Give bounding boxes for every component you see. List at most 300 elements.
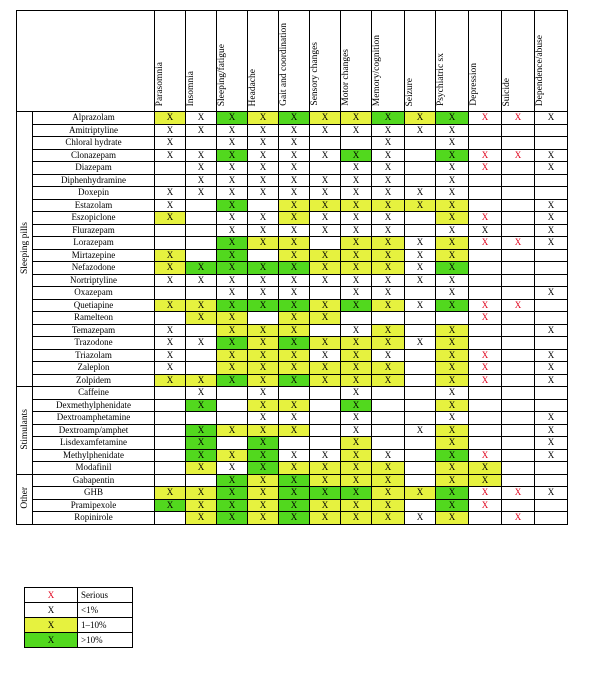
effect-cell: X	[217, 237, 248, 250]
effect-cell: X	[217, 199, 248, 212]
drug-name: Oxazepam	[33, 287, 155, 300]
table-row	[17, 512, 568, 525]
effect-cell: X	[436, 199, 469, 212]
effect-cell: X	[341, 212, 372, 225]
effect-cell: X	[279, 399, 310, 412]
effect-cell: X	[341, 187, 372, 200]
effect-cell	[310, 137, 341, 150]
effect-cell	[372, 399, 405, 412]
effect-cell: X	[217, 287, 248, 300]
drug-name: GHB	[33, 487, 155, 500]
effect-cell	[155, 237, 186, 250]
effect-cell: X	[535, 287, 568, 300]
effect-cell: X	[436, 374, 469, 387]
effect-cell: X	[279, 124, 310, 137]
effect-cell: X	[469, 462, 502, 475]
effect-cell	[469, 262, 502, 275]
effect-cell	[155, 174, 186, 187]
column-header	[279, 11, 310, 112]
effect-cell	[279, 437, 310, 450]
legend-swatch: X	[25, 603, 78, 618]
effect-cell: X	[436, 362, 469, 375]
effect-cell: X	[436, 174, 469, 187]
effect-cell: X	[279, 287, 310, 300]
effect-cell: X	[217, 449, 248, 462]
effect-cell: X	[217, 112, 248, 125]
effect-cell	[502, 374, 535, 387]
effect-cell: X	[155, 212, 186, 225]
table-row	[17, 474, 568, 487]
effect-cell: X	[279, 312, 310, 325]
effect-cell: X	[279, 162, 310, 175]
effect-cell: X	[155, 324, 186, 337]
effect-cell: X	[310, 112, 341, 125]
effect-cell: X	[217, 349, 248, 362]
column-header	[155, 11, 186, 112]
effect-cell: X	[535, 212, 568, 225]
effect-cell	[155, 312, 186, 325]
effect-cell	[405, 374, 436, 387]
effect-cell: X	[341, 237, 372, 250]
effect-cell: X	[469, 474, 502, 487]
effect-cell: X	[248, 287, 279, 300]
effect-cell: X	[341, 299, 372, 312]
effect-cell: X	[186, 124, 217, 137]
effect-cell	[502, 449, 535, 462]
effect-cell: X	[248, 112, 279, 125]
effect-cell: X	[372, 112, 405, 125]
effect-cell	[535, 337, 568, 350]
effect-cell	[405, 449, 436, 462]
effect-cell	[502, 212, 535, 225]
effect-cell: X	[217, 324, 248, 337]
effect-cell: X	[155, 124, 186, 137]
effect-cell: X	[341, 399, 372, 412]
effect-cell: X	[155, 374, 186, 387]
effect-cell: X	[436, 462, 469, 475]
group-label: Other	[19, 487, 30, 509]
effect-cell: X	[341, 462, 372, 475]
effect-cell: X	[469, 212, 502, 225]
effect-cell: X	[502, 237, 535, 250]
effect-cell: X	[372, 274, 405, 287]
effect-cell	[502, 437, 535, 450]
table-row	[17, 462, 568, 475]
effect-cell	[469, 324, 502, 337]
effect-cell: X	[310, 312, 341, 325]
effect-cell: X	[279, 199, 310, 212]
drug-name: Methylphenidate	[33, 449, 155, 462]
effect-cell	[535, 512, 568, 525]
drug-name: Zaleplon	[33, 362, 155, 375]
column-header-label: Gait and coordination	[279, 23, 289, 106]
column-header-label: Sleeping/fatigue	[217, 43, 227, 106]
effect-cell: X	[535, 412, 568, 425]
effect-cell: X	[405, 299, 436, 312]
effect-cell: X	[469, 374, 502, 387]
effect-cell: X	[436, 212, 469, 225]
effect-cell: X	[310, 274, 341, 287]
effect-cell: X	[248, 349, 279, 362]
effect-cell: X	[248, 499, 279, 512]
effect-cell: X	[469, 449, 502, 462]
effect-cell	[502, 137, 535, 150]
table-row	[17, 137, 568, 150]
effect-cell: X	[469, 112, 502, 125]
effect-cell: X	[155, 262, 186, 275]
effect-cell	[535, 462, 568, 475]
effect-cell: X	[279, 299, 310, 312]
table-row	[17, 449, 568, 462]
effect-cell: X	[405, 187, 436, 200]
effect-cell	[155, 387, 186, 400]
table-row	[17, 362, 568, 375]
effect-cell: X	[436, 349, 469, 362]
effect-cell	[502, 324, 535, 337]
effect-cell: X	[217, 262, 248, 275]
effect-cell	[341, 137, 372, 150]
effect-cell: X	[372, 474, 405, 487]
drug-name: Doxepin	[33, 187, 155, 200]
effect-cell: X	[186, 437, 217, 450]
drug-name: Quetiapine	[33, 299, 155, 312]
effect-cell	[502, 474, 535, 487]
column-header-label: Parasomnia	[155, 61, 165, 106]
effect-cell	[155, 399, 186, 412]
side-effects-table	[16, 10, 568, 525]
effect-cell: X	[279, 137, 310, 150]
effect-cell: X	[248, 399, 279, 412]
table-row	[17, 112, 568, 125]
effect-cell	[155, 412, 186, 425]
legend-swatch: X	[25, 588, 78, 603]
column-header-label: Dependence/abuse	[535, 34, 545, 106]
effect-cell: X	[405, 512, 436, 525]
effect-cell: X	[186, 112, 217, 125]
effect-cell	[186, 224, 217, 237]
effect-cell: X	[248, 437, 279, 450]
effect-cell: X	[341, 324, 372, 337]
drug-name: Clonazepam	[33, 149, 155, 162]
effect-cell: X	[310, 124, 341, 137]
effect-cell: X	[155, 349, 186, 362]
effect-cell	[310, 237, 341, 250]
table-row	[17, 337, 568, 350]
drug-name: Diphenhydramine	[33, 174, 155, 187]
effect-cell: X	[436, 399, 469, 412]
effect-cell: X	[436, 137, 469, 150]
effect-cell	[502, 274, 535, 287]
effect-cell	[535, 474, 568, 487]
effect-cell	[405, 412, 436, 425]
effect-cell	[535, 299, 568, 312]
effect-cell: X	[341, 487, 372, 500]
table-row	[17, 249, 568, 262]
drug-name: Trazodone	[33, 337, 155, 350]
effect-cell: X	[279, 249, 310, 262]
effect-cell: X	[341, 249, 372, 262]
effect-cell	[279, 387, 310, 400]
effect-cell: X	[405, 124, 436, 137]
effect-cell: X	[405, 262, 436, 275]
effect-cell	[535, 387, 568, 400]
effect-cell	[405, 437, 436, 450]
effect-cell	[372, 387, 405, 400]
effect-cell	[155, 512, 186, 525]
effect-cell: X	[341, 274, 372, 287]
effect-cell: X	[436, 337, 469, 350]
effect-cell: X	[217, 462, 248, 475]
effect-cell: X	[535, 237, 568, 250]
effect-cell	[502, 199, 535, 212]
effect-cell: X	[155, 149, 186, 162]
effect-cell: X	[372, 449, 405, 462]
effect-cell: X	[155, 299, 186, 312]
effect-cell: X	[372, 287, 405, 300]
column-header-row	[17, 11, 568, 112]
table-row	[17, 187, 568, 200]
effect-cell	[186, 474, 217, 487]
effect-cell	[405, 162, 436, 175]
drug-name: Lisdexamfetamine	[33, 437, 155, 450]
effect-cell	[155, 224, 186, 237]
effect-cell: X	[248, 424, 279, 437]
effect-cell: X	[248, 137, 279, 150]
effect-cell: X	[155, 112, 186, 125]
effect-cell: X	[535, 487, 568, 500]
effect-cell: X	[310, 212, 341, 225]
effect-cell: X	[436, 449, 469, 462]
effect-cell: X	[436, 474, 469, 487]
effect-cell	[405, 149, 436, 162]
effect-cell: X	[535, 424, 568, 437]
effect-cell	[372, 424, 405, 437]
group-label: Sleeping pills	[19, 222, 30, 274]
effect-cell	[248, 249, 279, 262]
table-row	[17, 387, 568, 400]
effect-cell: X	[341, 412, 372, 425]
effect-cell: X	[248, 412, 279, 425]
table-row	[17, 224, 568, 237]
effect-cell	[405, 362, 436, 375]
effect-cell	[535, 262, 568, 275]
effect-cell: X	[341, 224, 372, 237]
effect-cell	[186, 212, 217, 225]
effect-cell: X	[217, 474, 248, 487]
effect-cell: X	[217, 149, 248, 162]
effect-cell: X	[372, 499, 405, 512]
effect-cell: X	[248, 324, 279, 337]
effect-cell: X	[279, 224, 310, 237]
group-label-cell	[17, 387, 33, 475]
effect-cell: X	[436, 124, 469, 137]
effect-cell	[405, 474, 436, 487]
effect-cell: X	[502, 487, 535, 500]
effect-cell	[217, 387, 248, 400]
effect-cell: X	[310, 199, 341, 212]
effect-cell: X	[155, 337, 186, 350]
table-row	[17, 437, 568, 450]
effect-cell: X	[535, 224, 568, 237]
column-header-label: Motor changes	[341, 49, 351, 106]
effect-cell: X	[248, 362, 279, 375]
effect-cell	[372, 312, 405, 325]
effect-cell: X	[248, 374, 279, 387]
effect-cell: X	[217, 124, 248, 137]
effect-cell: X	[341, 337, 372, 350]
effect-cell: X	[248, 474, 279, 487]
effect-cell: X	[186, 299, 217, 312]
effect-cell: X	[279, 112, 310, 125]
effect-cell	[310, 387, 341, 400]
effect-cell	[186, 349, 217, 362]
effect-cell	[186, 287, 217, 300]
effect-cell	[535, 312, 568, 325]
effect-cell: X	[186, 424, 217, 437]
legend-label: >10%	[78, 633, 133, 648]
column-header	[341, 11, 372, 112]
effect-cell	[155, 162, 186, 175]
effect-cell: X	[341, 112, 372, 125]
effect-cell: X	[535, 162, 568, 175]
effect-cell: X	[436, 387, 469, 400]
effect-cell	[155, 449, 186, 462]
effect-cell: X	[436, 424, 469, 437]
effect-cell	[469, 137, 502, 150]
group-label: Stimulants	[19, 408, 30, 450]
drug-name: Temazepam	[33, 324, 155, 337]
effect-cell: X	[436, 437, 469, 450]
effect-cell: X	[248, 237, 279, 250]
table-row	[17, 399, 568, 412]
effect-cell: X	[372, 349, 405, 362]
effect-cell: X	[279, 499, 310, 512]
effect-cell	[405, 399, 436, 412]
effect-cell: X	[217, 487, 248, 500]
effect-cell	[186, 324, 217, 337]
effect-cell	[535, 249, 568, 262]
effect-cell: X	[186, 499, 217, 512]
drug-name: Modafinil	[33, 462, 155, 475]
effect-cell	[502, 124, 535, 137]
effect-cell: X	[372, 137, 405, 150]
effect-cell: X	[405, 424, 436, 437]
effect-cell: X	[217, 137, 248, 150]
effect-cell: X	[405, 274, 436, 287]
effect-cell: X	[186, 512, 217, 525]
effect-cell	[469, 249, 502, 262]
drug-name: Eszopiclone	[33, 212, 155, 225]
effect-cell: X	[372, 462, 405, 475]
legend-row	[25, 618, 133, 633]
effect-cell	[535, 499, 568, 512]
effect-cell: X	[217, 249, 248, 262]
effect-cell: X	[279, 187, 310, 200]
effect-cell: X	[248, 299, 279, 312]
effect-cell: X	[436, 249, 469, 262]
effect-cell: X	[279, 149, 310, 162]
effect-cell: X	[248, 162, 279, 175]
effect-cell: X	[310, 487, 341, 500]
effect-cell: X	[310, 299, 341, 312]
effect-cell	[186, 137, 217, 150]
table-row	[17, 424, 568, 437]
effect-cell	[372, 412, 405, 425]
effect-cell: X	[310, 474, 341, 487]
effect-cell: X	[310, 449, 341, 462]
table-row	[17, 324, 568, 337]
effect-cell	[405, 287, 436, 300]
drug-name: Flurazepam	[33, 224, 155, 237]
table-corner	[17, 11, 155, 112]
effect-cell	[341, 312, 372, 325]
column-header	[436, 11, 469, 112]
legend-row	[25, 603, 133, 618]
effect-cell: X	[341, 162, 372, 175]
effect-cell: X	[186, 387, 217, 400]
effect-cell: X	[341, 362, 372, 375]
effect-cell: X	[469, 312, 502, 325]
effect-cell	[310, 324, 341, 337]
effect-cell: X	[155, 199, 186, 212]
effect-cell: X	[248, 149, 279, 162]
effect-cell: X	[186, 149, 217, 162]
effect-cell	[502, 262, 535, 275]
effect-cell	[155, 474, 186, 487]
effect-cell: X	[469, 237, 502, 250]
drug-name: Gabapentin	[33, 474, 155, 487]
legend-swatch: X	[25, 633, 78, 648]
table-row	[17, 412, 568, 425]
effect-cell	[502, 162, 535, 175]
effect-cell	[502, 349, 535, 362]
effect-cell: X	[217, 162, 248, 175]
legend-label: 1–10%	[78, 618, 133, 633]
table-row	[17, 374, 568, 387]
effect-cell: X	[502, 299, 535, 312]
effect-cell: X	[217, 362, 248, 375]
effect-cell: X	[405, 112, 436, 125]
effect-cell: X	[372, 162, 405, 175]
effect-cell	[186, 249, 217, 262]
effect-cell: X	[155, 487, 186, 500]
effect-cell: X	[248, 337, 279, 350]
effect-cell: X	[310, 149, 341, 162]
effect-cell: X	[372, 337, 405, 350]
effect-cell	[405, 137, 436, 150]
group-label-cell	[17, 112, 33, 387]
effect-cell: X	[186, 162, 217, 175]
effect-cell: X	[279, 274, 310, 287]
effect-cell: X	[186, 487, 217, 500]
table-row	[17, 199, 568, 212]
effect-cell	[502, 424, 535, 437]
effect-cell	[405, 212, 436, 225]
effect-cell: X	[436, 187, 469, 200]
table-body	[17, 112, 568, 525]
effect-cell: X	[310, 224, 341, 237]
column-header	[372, 11, 405, 112]
effect-cell: X	[217, 512, 248, 525]
column-header-label: Sensory changes	[310, 42, 320, 106]
effect-cell: X	[279, 324, 310, 337]
effect-cell: X	[502, 112, 535, 125]
effect-cell: X	[279, 212, 310, 225]
effect-cell: X	[310, 499, 341, 512]
effect-cell: X	[279, 349, 310, 362]
effect-cell: X	[405, 237, 436, 250]
table-row	[17, 162, 568, 175]
